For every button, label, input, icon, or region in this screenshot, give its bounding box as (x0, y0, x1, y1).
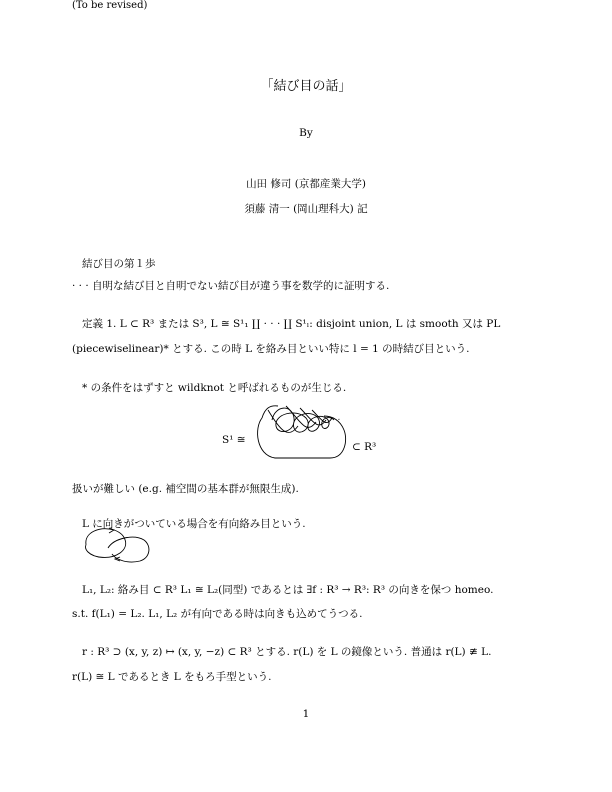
oriented-link-component-2 (108, 537, 149, 562)
page-title: 「結び目の話」 (260, 79, 352, 94)
difficulty-remark: 扱いが難しい (e.g. 補空間の基本群が無限生成). (72, 483, 299, 495)
page-number: 1 (302, 708, 310, 720)
wildknot-remark: * の条件をはずすと wildknot と呼ばれるものが生じる. (82, 382, 347, 394)
definition-line-2: (piecewiselinear)* とする. この時 L を絡み目といい特に l = 1 の時結び目という. (72, 343, 470, 355)
figure1-right-label: ⊂ R³ (352, 441, 377, 453)
figure1-left-label: S¹ ≅ (222, 434, 246, 446)
mirror-line-1: r : R³ ⊃ (x, y, z) ↦ (x, y, −z) ⊂ R³ とする. r(L) を L の鏡像という. 普通は r(L) ≇ L. (82, 646, 492, 658)
equivalence-line-1: L₁, L₂: 絡み目 ⊂ R³ L₁ ≅ L₂(同型) であるとは ∃f : R³ → R³: R³ の向きを保つ homeo. (82, 584, 494, 596)
by-line: By (299, 127, 313, 139)
equivalence-line-2: s.t. f(L₁) = L₂. L₁, L₂ が有向である時は向きも込めてうつる. (72, 608, 363, 620)
mirror-line-2: r(L) ≅ L であるとき L をもろ手型という. (72, 671, 272, 683)
oriented-link-arrow-1 (109, 528, 114, 533)
definition-line-1: 定義 1. L ⊂ R³ または S³, L ≅ S¹₁ ∐ · · · ∐ S¹ₗ: disjoint union, L は smooth 又は PL (82, 318, 501, 330)
author-line-1: 山田 修司 (京都産業大学) (246, 178, 366, 190)
section-intro: · · · 自明な結び目と自明でない結び目が違う事を数学的に証明する. (72, 280, 390, 292)
author-line-2: 須藤 清一 (岡山理科大) 記 (244, 203, 368, 215)
section-heading: 結び目の第１歩 (82, 258, 156, 270)
oriented-link-definition: L に向きがついている場合を有向絡み目という. (82, 518, 306, 530)
revision-note: (To be revised) (72, 0, 148, 11)
oriented-link-component-1 (86, 529, 126, 558)
